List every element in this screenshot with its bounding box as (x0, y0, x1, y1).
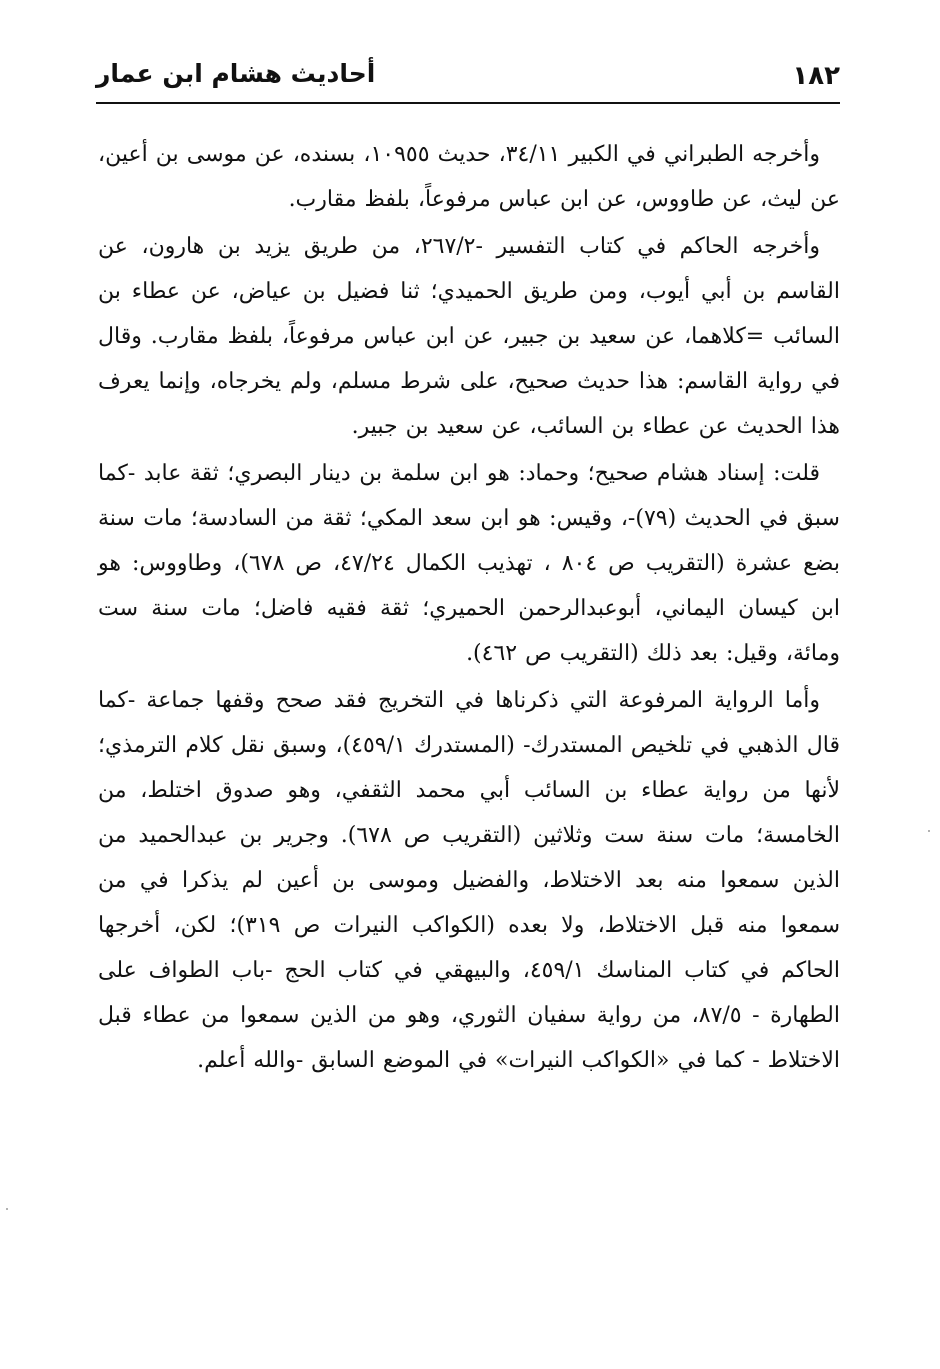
paragraph-tabarani-citation: وأخرجه الطبراني في الكبير ٣٤/١١، حديث ١٠٩٥٥، بسنده، عن موسى بن أعين، عن ليث، عن طاووس، عن ابن عباس مرفوعاً، بلفظ مقارب. (98, 142, 840, 212)
paragraph-isnad-assessment: قلت: إسناد هشام صحيح؛ وحماد: هو ابن سلمة بن دينار البصري؛ ثقة عابد -كما سبق في الحديث (٧٩)-، وقيس: هو ابن سعد المكي؛ ثقة من السادسة؛ مات سنة بضع عشرة (التقريب ص ٨٠٤ ، تهذيب الكمال ٤٧/٢٤، ص ٦٧٨)، وطاووس: هو ابن كيسان اليماني، أبوعبدالرحمن الحميري؛ ثقة فقيه فاضل؛ مات سنة ست ومائة، وقيل: بعد ذلك (التقريب ص ٤٦٢). (98, 461, 841, 666)
running-title: أحاديث هشام ابن عمار (96, 59, 376, 88)
scan-speck (928, 830, 930, 832)
paragraph-hakim-citation: وأخرجه الحاكم في كتاب التفسير -٢٦٧/٢، من طريق يزيد بن هارون، عن القاسم بن أبي أيوب، ومن طريق الحميدي؛ ثنا فضيل بن عياض، عن عطاء بن السائب =كلاهما، عن سعيد بن جبير، عن ابن عباس مرفوعاً، بلفظ مقارب. وقال في رواية القاسم: هذا حديث صحيح، على شرط مسلم، ولم يخرجاه، وإنما يعرف هذا الحديث عن عطاء بن السائب، عن سعيد بن جبير. (98, 234, 840, 439)
body-text (98, 132, 840, 1083)
paragraph-marfu-narration: وأما الرواية المرفوعة التي ذكرناها في التخريج فقد صحح وقفها جماعة -كما قال الذهبي في تلخيص المستدرك- (المستدرك ٤٥٩/١)، وسبق نقل كلام الترمذي؛ لأنها من رواية عطاء بن السائب أبي محمد الثقفي، وهو صدوق اختلط، من الخامسة؛ مات سنة ست وثلاثين (التقريب ص ٦٧٨). وجرير بن عبدالحميد من الذين سمعوا منه بعد الاختلاط، والفضيل وموسى بن أعين لم يذكرا في من سمعوا منه قبل الاختلاط، ولا بعده (الكواكب النيرات ص ٣١٩)؛ لكن، أخرجها الحاكم في كتاب المناسك ٤٥٩/١، والبيهقي في كتاب الحج -باب الطواف على الطهارة - ٨٧/٥، من رواية سفيان الثوري، وهو من الذين سمعوا من عطاء قبل الاختلاط - كما في «الكواكب النيرات» في الموضع السابق -والله أعلم. (98, 688, 841, 1073)
page-header (96, 52, 840, 100)
page-number: ١٨٢ (792, 61, 840, 91)
scan-speck (6, 1208, 8, 1210)
header-rule (96, 102, 840, 104)
